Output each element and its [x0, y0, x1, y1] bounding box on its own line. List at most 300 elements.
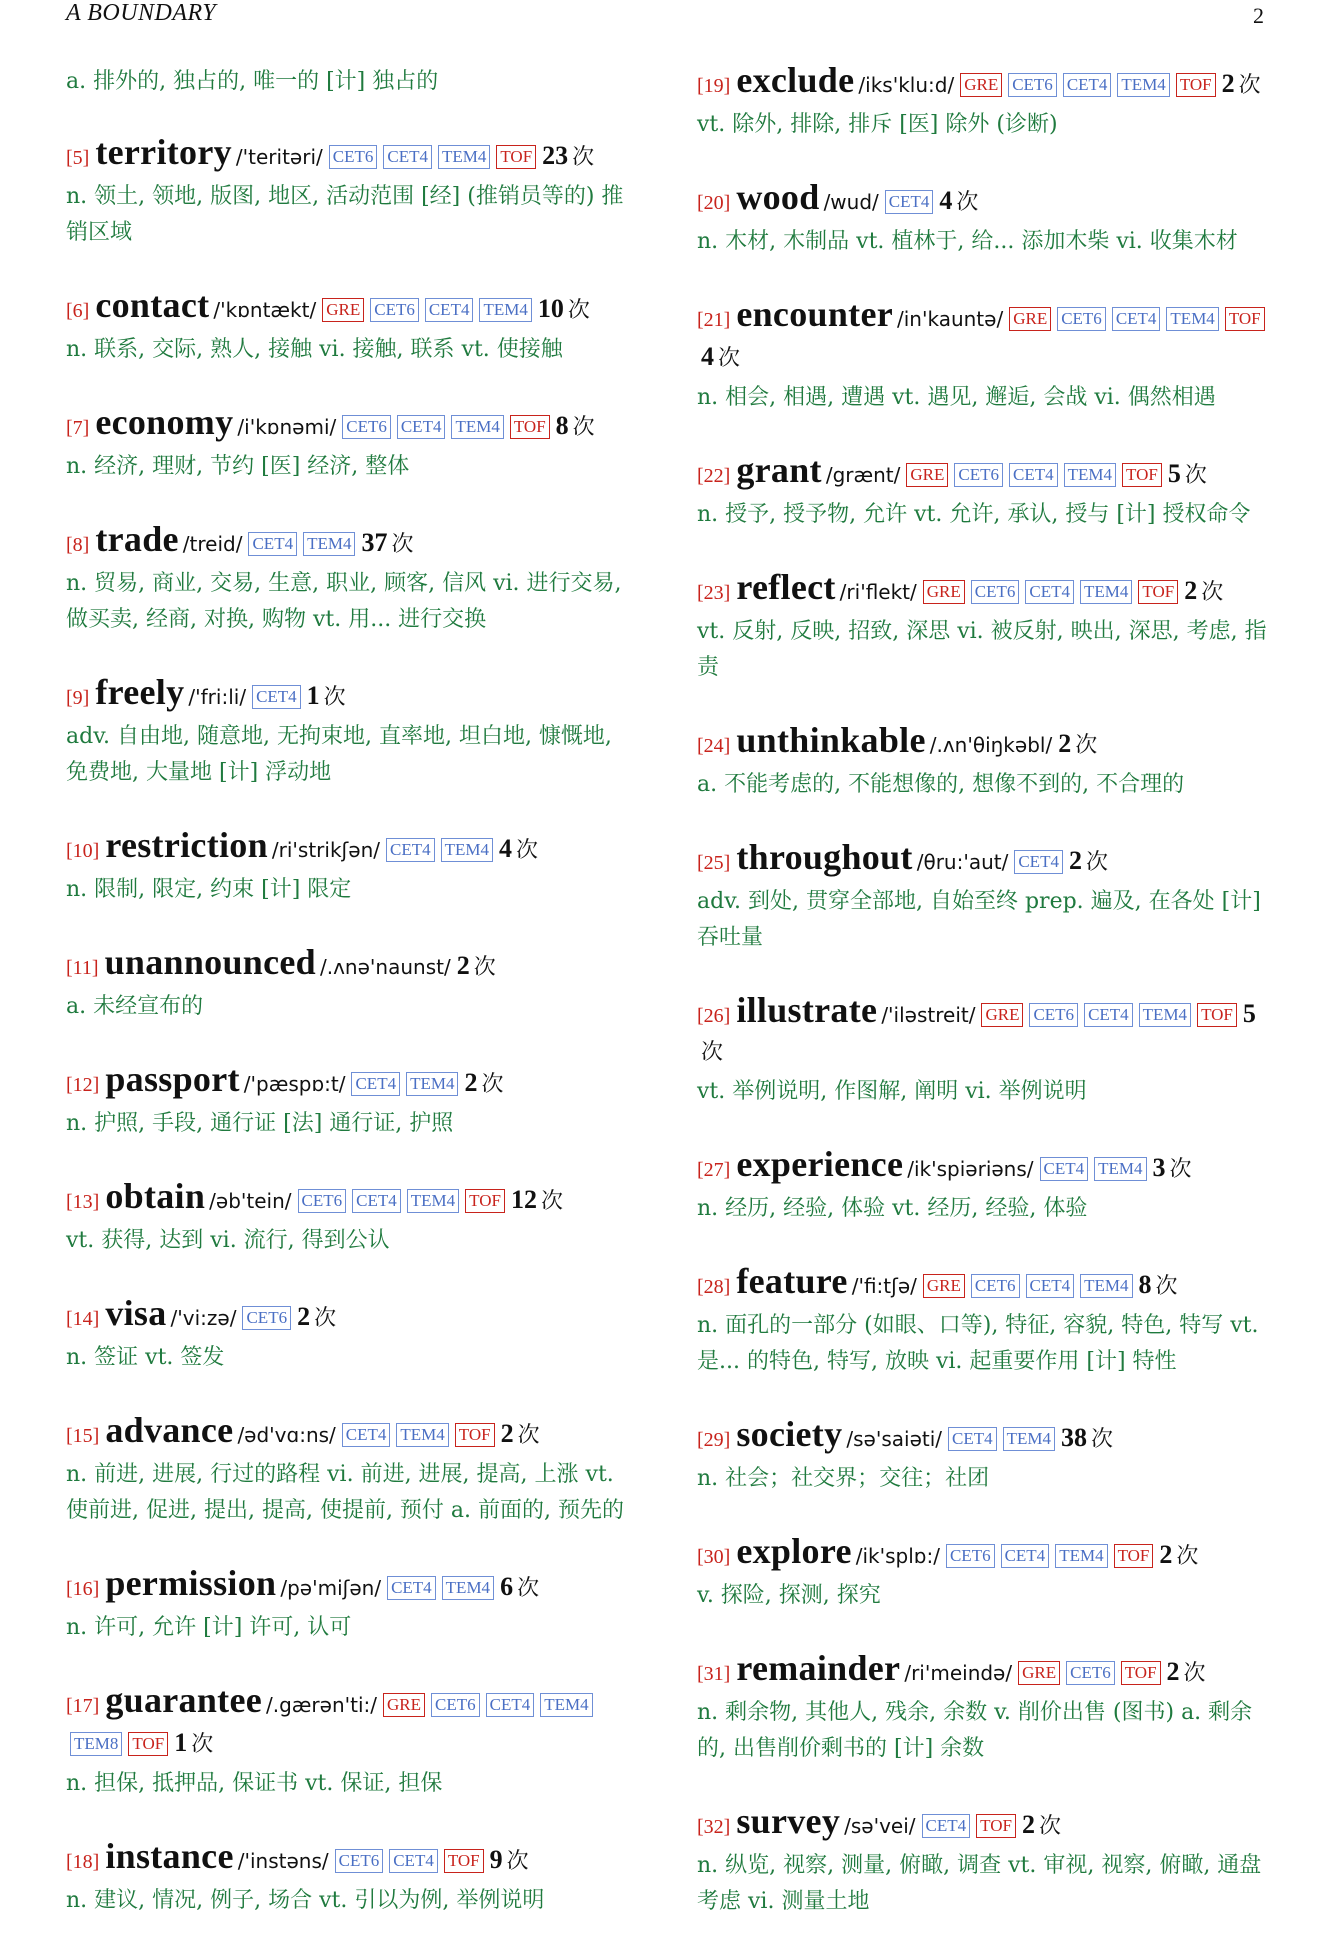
entry-headline — [66, 134, 636, 177]
exam-tag-cet4: CET4 — [342, 1423, 391, 1447]
vocab-entry — [66, 1412, 636, 1529]
entry-index: [30] — [697, 1546, 731, 1568]
entry-headline — [697, 839, 1267, 882]
frequency-unit: 次 — [567, 298, 590, 323]
definition: n. 建议, 情况, 例子, 场合 vt. 引以为例, 举例说明 — [66, 1888, 545, 1913]
exam-tag-gre: GRE — [322, 298, 364, 322]
pronunciation: /ik'splɒ:/ — [855, 1544, 940, 1568]
headword: wood — [736, 177, 820, 217]
headword: explore — [736, 1531, 852, 1571]
pronunciation: /sə'saiəti/ — [846, 1427, 943, 1451]
entry-headline — [66, 827, 636, 870]
definition: n. 签证 vt. 签发 — [66, 1345, 225, 1370]
definition: n. 护照, 手段, 通行证 [法] 通行证, 护照 — [66, 1111, 454, 1136]
entry-headline — [697, 569, 1267, 612]
exam-tags — [318, 302, 534, 321]
vocab-entry — [697, 1803, 1267, 1920]
pronunciation: /θru:'aut/ — [916, 850, 1009, 874]
exam-tags — [977, 1007, 1238, 1026]
exam-tags — [331, 1853, 486, 1872]
frequency-unit: 次 — [1176, 1544, 1199, 1569]
exam-tags — [325, 149, 538, 168]
pronunciation: /ri'strikʃən/ — [271, 838, 380, 862]
frequency-count: 10 — [537, 294, 564, 323]
frequency-unit: 次 — [506, 1849, 529, 1874]
exam-tag-cet6: CET6 — [342, 415, 391, 439]
headword: obtain — [105, 1176, 206, 1216]
vocab-entry — [66, 827, 636, 908]
frequency-count: 2 — [500, 1419, 514, 1448]
exam-tags — [902, 467, 1163, 486]
exam-tag-tof: TOF — [455, 1423, 495, 1447]
exam-tag-tem4: TEM4 — [1080, 1274, 1132, 1298]
pronunciation: /grænt/ — [825, 463, 901, 487]
vocab-entry — [697, 62, 1267, 143]
entry-index: [6] — [66, 300, 90, 322]
frequency-count: 4 — [701, 342, 714, 371]
pronunciation: /iks'klu:d/ — [858, 73, 955, 97]
entry-index: [32] — [697, 1816, 731, 1838]
page-header — [66, 0, 1264, 28]
vocab-entry — [697, 569, 1267, 686]
vocab-entry — [697, 452, 1267, 533]
entry-index: [12] — [66, 1074, 100, 1096]
exam-tag-tof: TOF — [976, 1814, 1016, 1838]
headword: reflect — [736, 567, 836, 607]
definition: n. 担保, 抵押品, 保证书 vt. 保证, 担保 — [66, 1771, 443, 1796]
exam-tag-cet6: CET6 — [1066, 1661, 1115, 1685]
exam-tag-tem4: TEM4 — [451, 415, 503, 439]
definition: n. 面孔的一部分 (如眼、口等), 特征, 容貌, 特色, 特写 vt. 是... 的特色, 特写, 放映 vi. 起重要作用 [计] 特性 — [697, 1313, 1259, 1374]
definition: n. 相会, 相遇, 遭遇 vt. 遇见, 邂逅, 会战 vi. 偶然相遇 — [697, 385, 1216, 410]
frequency-unit: 次 — [1091, 1427, 1114, 1452]
entry-headline — [697, 1803, 1267, 1846]
frequency-count: 5 — [1242, 999, 1256, 1028]
vocab-entry — [66, 674, 636, 791]
exam-tag-tof: TOF — [1197, 1003, 1237, 1027]
exam-tags — [918, 1818, 1018, 1837]
exam-tag-cet4: CET4 — [351, 1072, 400, 1096]
exam-tag-tof: TOF — [1122, 463, 1162, 487]
exam-tag-cet4: CET4 — [1063, 73, 1112, 97]
exam-tag-cet4: CET4 — [486, 1693, 535, 1717]
definition: n. 经济, 理财, 节约 [医] 经济, 整体 — [66, 454, 410, 479]
vocab-entry — [66, 1295, 636, 1376]
exam-tag-tof: TOF — [465, 1189, 505, 1213]
exam-tag-tem8: TEM8 — [70, 1732, 122, 1756]
definition: n. 前进, 进展, 行过的路程 vi. 前进, 进展, 提高, 上涨 vt. 使前进, 促进, 提出, 提高, 使提前, 预付 a. 前面的, 预先的 — [66, 1462, 625, 1523]
exam-tag-cet4: CET4 — [387, 1576, 436, 1600]
definition: n. 剩余物, 其他人, 残余, 余数 v. 削价出售 (图书) a. 剩余的, 出售削价剩书的 [计] 余数 — [697, 1700, 1253, 1761]
exam-tag-cet4: CET4 — [885, 190, 934, 214]
exam-tags — [244, 536, 357, 555]
frequency-count: 2 — [1221, 69, 1235, 98]
entry-headline — [697, 992, 1267, 1072]
entry-index: [25] — [697, 852, 731, 874]
headword: passport — [105, 1059, 240, 1099]
exam-tag-cet4: CET4 — [1001, 1544, 1050, 1568]
exam-tag-gre: GRE — [383, 1693, 425, 1717]
headword: visa — [105, 1293, 167, 1333]
headword: advance — [105, 1410, 234, 1450]
vocab-entry — [66, 1061, 636, 1142]
entry-index: [13] — [66, 1191, 100, 1213]
frequency-count: 12 — [510, 1185, 537, 1214]
entry-headline — [66, 1295, 636, 1338]
vocab-entry — [66, 1682, 636, 1802]
exam-tag-cet6: CET6 — [335, 1849, 384, 1873]
definition: vt. 反射, 反映, 招致, 深思 vi. 被反射, 映出, 深思, 考虑, 指责 — [697, 619, 1267, 680]
headword: illustrate — [736, 990, 878, 1030]
headword: experience — [736, 1144, 904, 1184]
frequency-count: 2 — [1058, 729, 1072, 758]
definition: vt. 获得, 达到 vi. 流行, 得到公认 — [66, 1228, 390, 1253]
exam-tag-cet4: CET4 — [397, 415, 446, 439]
pronunciation: /ri'meində/ — [904, 1661, 1013, 1685]
frequency-count: 2 — [456, 951, 470, 980]
exam-tag-cet4: CET4 — [425, 298, 474, 322]
vocab-entry — [66, 944, 636, 1025]
headword: unannounced — [104, 942, 316, 982]
exam-tags — [238, 1310, 293, 1329]
exam-tag-tof: TOF — [510, 415, 550, 439]
exam-tag-cet4: CET4 — [1084, 1003, 1133, 1027]
headword: freely — [95, 672, 185, 712]
entry-headline — [697, 1146, 1267, 1189]
frequency-count: 4 — [939, 186, 953, 215]
right-column — [697, 62, 1267, 1956]
headword: territory — [95, 132, 232, 172]
definition: n. 许可, 允许 [计] 许可, 认可 — [66, 1615, 352, 1640]
exam-tags — [248, 689, 303, 708]
pronunciation: /sə'vei/ — [844, 1814, 916, 1838]
entry-index: [28] — [697, 1276, 731, 1298]
exam-tag-cet6: CET6 — [1057, 307, 1106, 331]
entry-index: [21] — [697, 309, 731, 331]
frequency-count: 3 — [1152, 1153, 1166, 1182]
entry-headline — [697, 452, 1267, 495]
frequency-unit: 次 — [1169, 1157, 1192, 1182]
frequency-count: 4 — [498, 834, 512, 863]
exam-tags — [338, 1427, 497, 1446]
pronunciation: /'fi:tʃə/ — [851, 1274, 917, 1298]
entry-headline — [66, 944, 636, 987]
exam-tag-gre: GRE — [1018, 1661, 1060, 1685]
exam-tag-cet6: CET6 — [298, 1189, 347, 1213]
entry-headline — [697, 722, 1267, 765]
entry-index: [26] — [697, 1005, 731, 1027]
definition: n. 纵览, 视察, 测量, 俯瞰, 调查 vt. 审视, 视察, 俯瞰, 通盘考虑 vi. 测量土地 — [697, 1853, 1262, 1914]
pronunciation: /'pæspɒ:t/ — [243, 1072, 346, 1096]
headword: unthinkable — [736, 720, 926, 760]
definition: a. 不能考虑的, 不能想像的, 想像不到的, 不合理的 — [697, 772, 1185, 797]
exam-tag-tof: TOF — [444, 1849, 484, 1873]
definition: vt. 除外, 排除, 排斥 [医] 除外 (诊断) — [697, 112, 1058, 137]
entry-headline — [66, 1838, 636, 1881]
exam-tag-tem4: TEM4 — [441, 838, 493, 862]
entry-headline — [66, 287, 636, 330]
frequency-count: 2 — [1159, 1540, 1173, 1569]
definition: adv. 到处, 贯穿全部地, 自始至终 prep. 遍及, 在各处 [计] 吞吐量 — [697, 889, 1261, 950]
definition: n. 贸易, 商业, 交易, 生意, 职业, 顾客, 信风 vi. 进行交易, 做买卖, 经商, 对换, 购物 vt. 用... 进行交换 — [66, 571, 622, 632]
exam-tag-tem4: TEM4 — [396, 1423, 448, 1447]
vocab-entry — [697, 296, 1267, 416]
exam-tag-cet4: CET4 — [386, 838, 435, 862]
frequency-unit: 次 — [1183, 1661, 1206, 1686]
entry-headline — [66, 674, 636, 717]
frequency-unit: 次 — [701, 1040, 724, 1065]
pronunciation: /'instəns/ — [237, 1849, 329, 1873]
vocab-entry — [66, 521, 636, 638]
exam-tag-tem4: TEM4 — [1094, 1157, 1146, 1181]
exam-tag-gre: GRE — [981, 1003, 1023, 1027]
vocab-entry — [697, 1146, 1267, 1227]
vocab-entry — [697, 179, 1267, 260]
frequency-count: 2 — [464, 1068, 478, 1097]
entry-headline — [66, 404, 636, 447]
entry-headline — [66, 521, 636, 564]
frequency-count: 2 — [1021, 1810, 1035, 1839]
entry-headline — [697, 296, 1267, 378]
vocab-entry — [66, 1565, 636, 1646]
entry-index: [18] — [66, 1851, 100, 1873]
entry-index: [8] — [66, 534, 90, 556]
entry-index: [22] — [697, 465, 731, 487]
entry-headline — [697, 1263, 1267, 1306]
frequency-count: 37 — [361, 528, 388, 557]
frequency-count: 2 — [1184, 576, 1198, 605]
headword: throughout — [736, 837, 913, 877]
exam-tag-gre: GRE — [906, 463, 948, 487]
exam-tags — [294, 1193, 507, 1212]
exam-tags — [1010, 854, 1065, 873]
pronunciation: /'kɒntækt/ — [213, 298, 317, 322]
exam-tag-tem4: TEM4 — [442, 1576, 494, 1600]
headword: instance — [105, 1836, 234, 1876]
page-number: 2 — [1253, 3, 1264, 28]
entry-index: [10] — [66, 840, 100, 862]
entry-index: [23] — [697, 582, 731, 604]
frequency-unit: 次 — [1038, 1814, 1061, 1839]
exam-tag-gre: GRE — [1009, 307, 1051, 331]
frequency-unit: 次 — [517, 1576, 540, 1601]
definition: n. 限制, 限定, 约束 [计] 限定 — [66, 877, 352, 902]
frequency-unit: 次 — [956, 190, 979, 215]
exam-tags — [956, 77, 1217, 96]
exam-tag-cet6: CET6 — [954, 463, 1003, 487]
exam-tag-tem4: TEM4 — [1055, 1544, 1107, 1568]
frequency-count: 2 — [1166, 1657, 1180, 1686]
headword: restriction — [105, 825, 268, 865]
exam-tag-tof: TOF — [128, 1732, 168, 1756]
left-column — [66, 62, 636, 1955]
exam-tag-cet4: CET4 — [948, 1427, 997, 1451]
headword: contact — [95, 285, 210, 325]
exam-tag-tof: TOF — [1138, 580, 1178, 604]
pronunciation: /.ʌn'θiŋkəbl/ — [929, 733, 1053, 757]
frequency-unit: 次 — [1184, 463, 1207, 488]
exam-tag-cet4: CET4 — [1025, 580, 1074, 604]
vocab-entry — [66, 1178, 636, 1259]
exam-tags — [383, 1580, 496, 1599]
entry-index: [14] — [66, 1308, 100, 1330]
frequency-unit: 次 — [481, 1072, 504, 1097]
exam-tag-tof: TOF — [1176, 73, 1216, 97]
exam-tag-cet4: CET4 — [1009, 463, 1058, 487]
headword: encounter — [736, 294, 893, 334]
exam-tag-cet6: CET6 — [370, 298, 419, 322]
pronunciation: /ik'spiəriəns/ — [907, 1157, 1034, 1181]
exam-tag-tem4: TEM4 — [540, 1693, 592, 1717]
exam-tag-tof: TOF — [1225, 307, 1265, 331]
entry-index: [20] — [697, 192, 731, 214]
exam-tag-cet4: CET4 — [1112, 307, 1161, 331]
vocab-entry — [697, 722, 1267, 803]
pronunciation: /'vi:zə/ — [170, 1306, 237, 1330]
vocab-entry — [697, 1263, 1267, 1380]
vocab-entry — [66, 287, 636, 368]
exam-tag-cet4: CET4 — [252, 685, 301, 709]
frequency-count: 8 — [1138, 1270, 1152, 1299]
exam-tag-cet6: CET6 — [1008, 73, 1057, 97]
entry-index: [29] — [697, 1429, 731, 1451]
running-title: A BOUNDARY — [66, 0, 217, 26]
exam-tag-cet6: CET6 — [971, 580, 1020, 604]
entry-index: [27] — [697, 1159, 731, 1181]
frequency-unit: 次 — [473, 955, 496, 980]
pronunciation: /pə'miʃən/ — [280, 1576, 382, 1600]
exam-tags — [881, 194, 936, 213]
headword: trade — [95, 519, 179, 559]
vocab-entry — [697, 1416, 1267, 1497]
frequency-unit: 次 — [515, 838, 538, 863]
frequency-count: 2 — [297, 1302, 311, 1331]
exam-tag-cet6: CET6 — [329, 145, 378, 169]
entry-index: [31] — [697, 1663, 731, 1685]
entry-headline — [66, 1565, 636, 1608]
exam-tags — [347, 1076, 460, 1095]
vocab-entry — [66, 134, 636, 251]
exam-tag-cet4: CET4 — [922, 1814, 971, 1838]
exam-tag-cet4: CET4 — [1026, 1274, 1075, 1298]
entry-index: [19] — [697, 75, 731, 97]
pronunciation: /'teritəri/ — [235, 145, 323, 169]
frequency-unit: 次 — [391, 532, 414, 557]
entry-headline — [697, 179, 1267, 222]
vocab-entry — [697, 839, 1267, 956]
frequency-unit: 次 — [517, 1423, 540, 1448]
definition: n. 木材, 木制品 vt. 植林于, 给... 添加木柴 vi. 收集木材 — [697, 229, 1238, 254]
exam-tags — [382, 842, 495, 861]
frequency-count: 38 — [1061, 1423, 1088, 1452]
entry-index: [11] — [66, 957, 99, 979]
frequency-count: 6 — [500, 1572, 514, 1601]
headword: remainder — [736, 1648, 901, 1688]
entry-index: [15] — [66, 1425, 100, 1447]
continued-entry — [66, 64, 636, 100]
pronunciation: /ri'flekt/ — [839, 580, 917, 604]
exam-tag-tem4: TEM4 — [1080, 580, 1132, 604]
definition: n. 授予, 授予物, 允许 vt. 允许, 承认, 授与 [计] 授权命令 — [697, 502, 1251, 527]
frequency-unit: 次 — [1201, 580, 1224, 605]
exam-tag-cet4: CET4 — [1040, 1157, 1089, 1181]
frequency-unit: 次 — [191, 1732, 214, 1757]
entry-index: [7] — [66, 417, 90, 439]
entry-index: [17] — [66, 1695, 100, 1717]
frequency-unit: 次 — [314, 1306, 337, 1331]
pronunciation: /.gærən'ti:/ — [266, 1693, 378, 1717]
headword: permission — [105, 1563, 277, 1603]
exam-tag-cet4: CET4 — [1014, 850, 1063, 874]
entry-headline — [697, 62, 1267, 105]
frequency-unit: 次 — [1085, 850, 1108, 875]
frequency-count: 2 — [1068, 846, 1082, 875]
exam-tag-gre: GRE — [960, 73, 1002, 97]
definition: n. 领土, 领地, 版图, 地区, 活动范围 [经] (推销员等的) 推销区域 — [66, 184, 624, 245]
frequency-count: 1 — [174, 1728, 188, 1757]
exam-tag-tem4: TEM4 — [1064, 463, 1116, 487]
exam-tag-tem4: TEM4 — [406, 1072, 458, 1096]
exam-tag-cet6: CET6 — [971, 1274, 1020, 1298]
frequency-unit: 次 — [540, 1189, 563, 1214]
entry-headline — [66, 1178, 636, 1221]
pronunciation: /'fri:li/ — [188, 685, 247, 709]
headword: economy — [95, 402, 234, 442]
headword: survey — [736, 1801, 841, 1841]
frequency-unit: 次 — [718, 346, 741, 371]
exam-tags — [942, 1548, 1155, 1567]
exam-tag-tem4: TEM4 — [1117, 73, 1169, 97]
exam-tag-cet6: CET6 — [242, 1306, 291, 1330]
definition: adv. 自由地, 随意地, 无拘束地, 直率地, 坦白地, 慷慨地, 免费地, 大量地 [计] 浮动地 — [66, 724, 612, 785]
exam-tag-cet4: CET4 — [389, 1849, 438, 1873]
exam-tag-cet4: CET4 — [352, 1189, 401, 1213]
pronunciation: /wud/ — [823, 190, 879, 214]
pronunciation: /.ʌnə'naunst/ — [320, 955, 451, 979]
exam-tag-tem4: TEM4 — [1166, 307, 1218, 331]
exam-tags — [919, 1278, 1135, 1297]
exam-tags — [919, 584, 1180, 603]
exam-tag-tem4: TEM4 — [1003, 1427, 1055, 1451]
frequency-unit: 次 — [1238, 73, 1261, 98]
entry-headline — [66, 1061, 636, 1104]
exam-tag-cet6: CET6 — [431, 1693, 480, 1717]
frequency-count: 1 — [306, 681, 320, 710]
entry-headline — [697, 1650, 1267, 1693]
frequency-unit: 次 — [1155, 1274, 1178, 1299]
pronunciation: /i'kɒnəmi/ — [237, 415, 337, 439]
entry-headline — [697, 1533, 1267, 1576]
entry-headline — [697, 1416, 1267, 1459]
definition: vt. 举例说明, 作图解, 阐明 vi. 举例说明 — [697, 1079, 1087, 1104]
entry-index: [16] — [66, 1578, 100, 1600]
frequency-count: 5 — [1167, 459, 1181, 488]
exam-tags — [1005, 311, 1266, 330]
definition: v. 探险, 探测, 探究 — [697, 1583, 881, 1608]
pronunciation: /treid/ — [182, 532, 243, 556]
pronunciation: /əb'tein/ — [209, 1189, 292, 1213]
frequency-unit: 次 — [572, 145, 595, 170]
entry-index: [5] — [66, 147, 90, 169]
definition: a. 未经宣布的 — [66, 994, 204, 1019]
exam-tags — [944, 1431, 1057, 1450]
exam-tag-tof: TOF — [496, 145, 536, 169]
frequency-count: 8 — [555, 411, 569, 440]
vocab-entry — [66, 404, 636, 485]
pronunciation: /'iləstreit/ — [881, 1003, 976, 1027]
frequency-count: 23 — [542, 141, 569, 170]
exam-tag-cet4: CET4 — [383, 145, 432, 169]
